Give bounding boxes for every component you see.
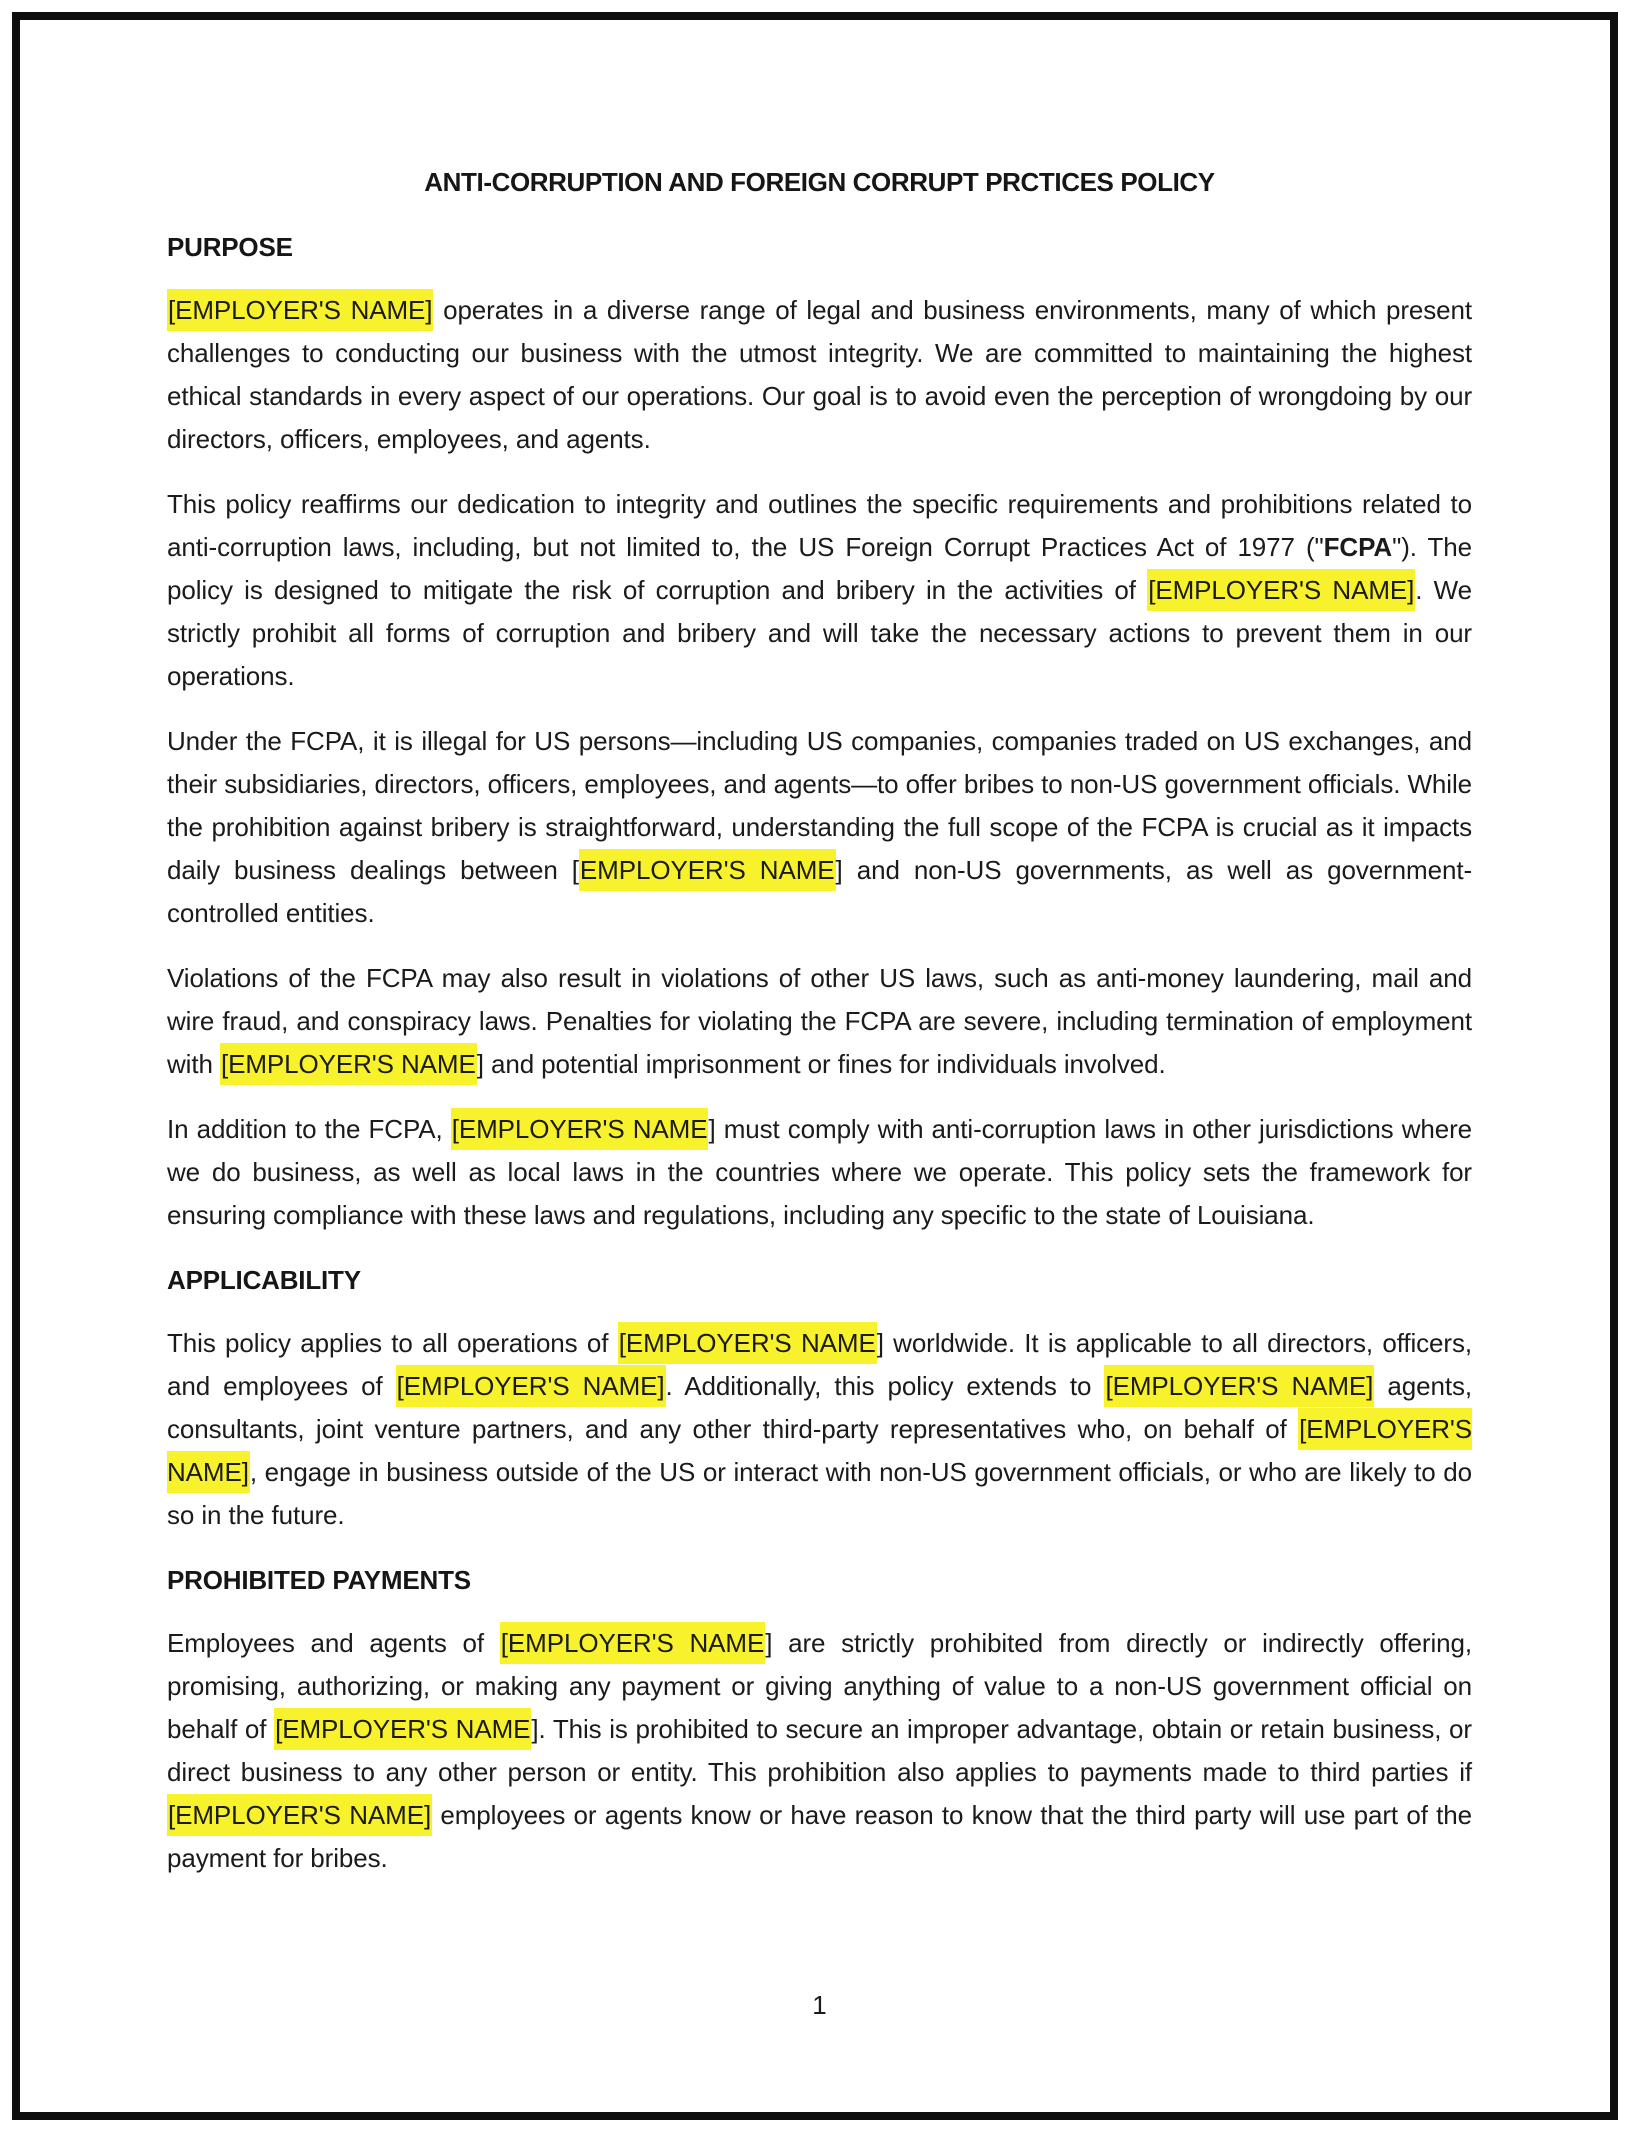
paragraph [167, 1108, 1472, 1237]
employer-name-placeholder: [EMPLOYER'S NAME [220, 1043, 477, 1085]
employer-name-placeholder: [EMPLOYER'S NAME] [167, 1408, 1472, 1493]
employer-name-placeholder: [EMPLOYER'S NAME] [1104, 1365, 1374, 1407]
text-run: "). The policy is designed to mitigate the risk of corruption and bribery in the activities of [167, 532, 1473, 605]
employer-name-placeholder: [EMPLOYER'S NAME [451, 1108, 709, 1150]
text-run: This policy reaffirms our dedication to integrity and outlines the specific requirements and prohibitions related to anti-corruption laws, including, but not limited to, the US Foreign Corrupt Practices Act of 1977 (" [167, 489, 1472, 562]
text-run: , engage in business outside of the US or interact with non-US government officials, or who are likely to do so in the future. [167, 1457, 1472, 1530]
section-heading-prohibited-payments: PROHIBITED PAYMENTS [167, 1565, 471, 1595]
paragraph [167, 957, 1472, 1086]
section-heading-purpose: PURPOSE [167, 232, 293, 262]
paragraph [167, 1622, 1472, 1880]
text-run: agents, consultants, joint venture partners, and any other third-party representatives who, on behalf of [167, 1371, 1472, 1444]
paragraph [167, 720, 1472, 935]
text-run: Employees and agents of [167, 1628, 500, 1658]
text-run: ] are strictly prohibited from directly or indirectly offering, promising, authorizing, or making any payment or giving anything of value to a non-US government official on behalf of [167, 1628, 1472, 1744]
document-content [167, 161, 1472, 1902]
sections-container [167, 226, 1472, 1880]
document-title: ANTI-CORRUPTION AND FOREIGN CORRUPT PRCTICES POLICY [424, 167, 1215, 197]
section-heading-applicability: APPLICABILITY [167, 1265, 361, 1295]
paragraph [167, 483, 1472, 698]
text-run: ] and non-US governments, as well as government-controlled entities. [167, 855, 1473, 928]
employer-name-placeholder: [EMPLOYER'S NAME] [396, 1365, 666, 1407]
bold-term: FCPA [1323, 532, 1393, 562]
text-run: Under the FCPA, it is illegal for US persons—including US companies, companies traded on US exchanges, and their subsidiaries, directors, officers, employees, and agents—to offer bribes to non-US government officials. While the prohibition against bribery is straightforward, understanding the full scope of the FCPA is crucial as it impacts daily business dealings between [ [167, 726, 1472, 885]
text-run: This policy applies to all operations of [167, 1328, 618, 1358]
text-run: ]. This is prohibited to secure an improper advantage, obtain or retain business, or direct business to any other person or entity. This prohibition also applies to payments made to third parties if [167, 1714, 1472, 1787]
text-run: ] worldwide. It is applicable to all directors, officers, and employees of [167, 1328, 1472, 1401]
text-run: . We strictly prohibit all forms of corruption and bribery and will take the necessary actions to prevent them in our operations. [167, 575, 1473, 691]
text-run: Violations of the FCPA may also result in violations of other US laws, such as anti-money laundering, mail and wire fraud, and conspiracy laws. Penalties for violating the FCPA are severe, including termination of employment with [167, 963, 1472, 1079]
page-number: 1 [812, 1990, 827, 2020]
text-run: ] and potential imprisonment or fines for individuals involved. [476, 1049, 1166, 1079]
employer-name-placeholder: [EMPLOYER'S NAME [618, 1322, 877, 1364]
employer-name-placeholder: [EMPLOYER'S NAME [500, 1622, 765, 1664]
paragraph [167, 289, 1472, 461]
employer-name-placeholder: EMPLOYER'S NAME [579, 849, 836, 891]
text-run: In addition to the FCPA, [167, 1114, 451, 1144]
text-run: operates in a diverse range of legal and business environments, many of which present challenges to conducting our business with the utmost integrity. We are committed to maintaining the highest ethical standards in every aspect of our operations. Our goal is to avoid even the perception of wrongdoing by our directors, officers, employees, and agents. [167, 295, 1472, 454]
employer-name-placeholder: [EMPLOYER'S NAME] [167, 1794, 432, 1836]
employer-name-placeholder: [EMPLOYER'S NAME [274, 1708, 531, 1750]
paragraph [167, 1322, 1472, 1537]
text-run: employees or agents know or have reason to know that the third party will use part of the payment for bribes. [167, 1800, 1472, 1873]
text-run: . Additionally, this policy extends to [665, 1371, 1105, 1401]
employer-name-placeholder: [EMPLOYER'S NAME] [1147, 569, 1415, 611]
text-run: ] must comply with anti-corruption laws in other jurisdictions where we do business, as well as local laws in the countries where we operate. This policy sets the framework for ensuring compliance with these laws and regulations, including any specific to the state of Louisiana. [167, 1114, 1473, 1230]
employer-name-placeholder: [EMPLOYER'S NAME] [167, 289, 433, 331]
